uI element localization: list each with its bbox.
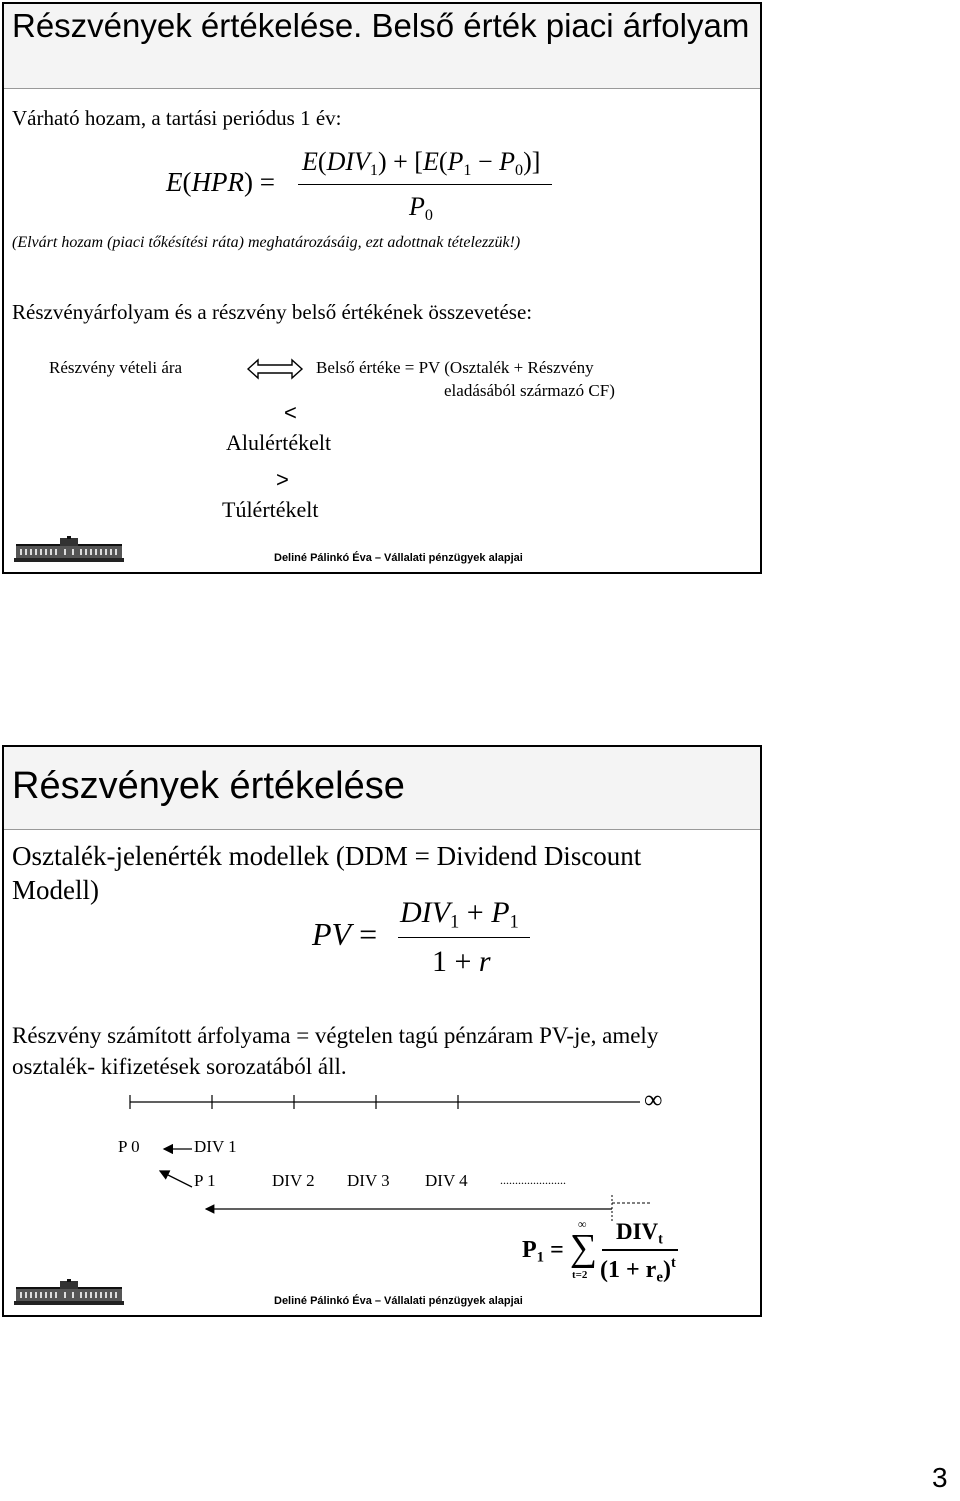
hpr-fraction-bar [298,184,552,185]
pv-formula-denominator: 1 + r [432,945,491,978]
p1-formula-numerator: $DIV_t$ [616,1219,663,1248]
double-arrow-icon [246,358,304,380]
ddm-line-1: Osztalék-jelenérték modellek (DDM = Dividend Discount [12,841,642,871]
p1-discount-range-arrow [200,1193,656,1223]
pv-fraction-bar [398,937,530,938]
pv-formula-numerator: $DIV_1 + P_1$ [400,896,519,933]
undervalued-label: Alulértékelt [226,430,332,455]
timeline-div4: DIV 4 [425,1171,468,1190]
timeline-div1: DIV 1 [194,1137,237,1156]
p1-formula-denominator: $(1 + r_e)^t$ [600,1255,676,1286]
slide-1-note: (Elvárt hozam (piaci tőkésítési ráta) meghatározásáig, ezt adottnak tételezzük!) [12,234,521,251]
p1-fraction-bar [602,1249,678,1251]
sum-upper-limit: ∞ [578,1217,587,1231]
hpr-formula-lhs: E(HPR) = [166,167,275,197]
timeline-p0: P 0 [118,1137,140,1156]
stream-line-1: Részvény számított árfolyama = végtelen tagú pénzáram PV-je, amely [12,1023,659,1048]
slide-2-title: Részvények értékelése [12,765,405,807]
slide-1-title: Részvények értékelése. Belső érték piaci árfolyam [12,7,750,44]
slide-2-footer: Deliné Pálinkó Éva – Vállalati pénzügyek alapjai [274,1295,523,1307]
comparison-heading: Részvényárfolyam és a részvény belső értékének összevetése: [12,300,533,324]
slide-1-title-bar [4,4,760,89]
slide-2-title-bar [4,747,760,830]
hpr-formula-denominator: $P_0$ [409,192,433,224]
infinity-symbol: ∞ [644,1085,663,1114]
intrinsic-value-label-line2: eladásából származó CF) [444,381,615,400]
university-building-logo [14,1279,124,1305]
stream-line-2: osztalék- kifizetések sorozatából áll. [12,1054,347,1079]
slide-2 [2,745,762,1317]
p1-formula-lhs: $P_1$ = [522,1237,564,1266]
sigma-icon: ∑ [570,1227,598,1269]
hpr-formula-numerator: $E(DIV_1) + [E(P_1 - P_0)]$ [302,147,541,179]
ddm-line-2: Modell) [12,875,99,905]
slide-1-subtitle: Várható hozam, a tartási periódus 1 év: [12,106,342,130]
intrinsic-value-label-line1: Belső értéke = PV (Osztalék + Részvény [316,358,594,377]
slide-1 [2,2,762,574]
page-number: 3 [932,1462,948,1493]
timeline-div2: DIV 2 [272,1171,315,1190]
less-than-symbol: < [284,400,297,425]
slide-1-footer: Deliné Pálinkó Éva – Vállalati pénzügyek alapjai [274,552,523,564]
timeline-p1: P 1 [194,1171,216,1190]
sum-lower-limit: t=2 [572,1269,588,1281]
timeline-div3: DIV 3 [347,1171,390,1190]
timeline-continuation-dots: ...................... [500,1173,566,1187]
university-building-logo [14,536,124,562]
purchase-price-label: Részvény vételi ára [49,358,183,377]
greater-than-symbol: > [276,467,289,492]
timeline-axis [124,1092,644,1112]
pv-formula-lhs: PV = [312,916,378,952]
overvalued-label: Túlértékelt [222,497,319,522]
